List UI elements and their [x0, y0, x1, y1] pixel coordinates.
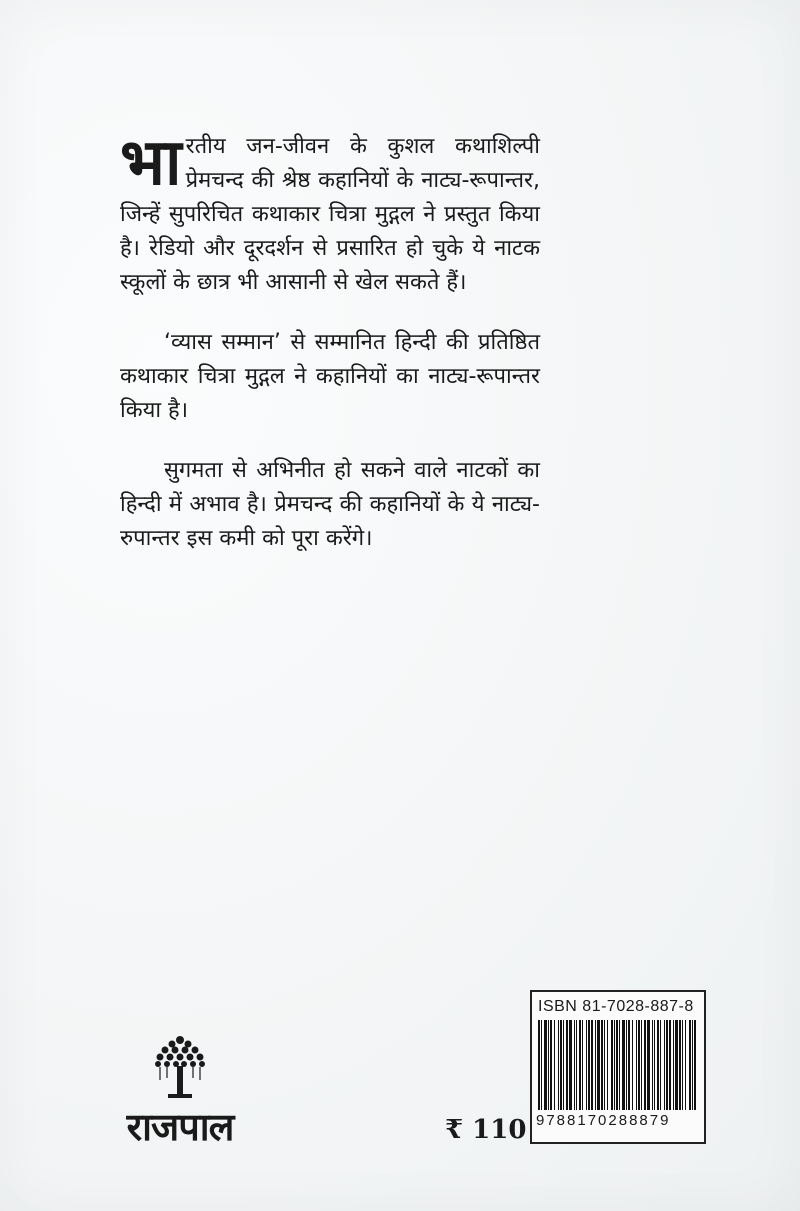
isbn-barcode: [530, 990, 706, 1144]
price-label: ₹ 110: [445, 1115, 527, 1145]
blurb-paragraph-3: सुगमता से अभिनीत हो सकने वाले नाटकों का हिन्दी में अभाव है। प्रेमचन्द की कहानियों के ये नाट्य-रुपान्तर इस कमी को पूरा करेंगे।: [120, 458, 540, 551]
paragraph-1-text: रतीय जन-जीवन के कुशल कथाशिल्पी प्रेमचन्द की श्रेष्ठ कहानियों के नाट्य-रूपान्तर, जिन्हें सुपरिचित कथाकार चित्रा मुद्गल ने प्रस्तुत किया है। रेडियो और दूरदर्शन से प्रसारित हो चुके ये नाटक स्कूलों के छात्र भी आसानी से खेल सकते हैं।: [120, 134, 540, 295]
isbn-label: ISBN 81-7028-887-8: [538, 998, 694, 1015]
barcode-bars: [538, 1020, 698, 1110]
barcode-digits: 9788170288879: [536, 1112, 671, 1129]
blurb-paragraph-2: ‘व्यास सम्मान’ से सम्मानित हिन्दी की प्रतिष्ठित कथाकार चित्रा मुद्गल ने कहानियों का नाट्य-रूपान्तर किया है।: [120, 330, 540, 423]
drop-cap: भा: [120, 126, 182, 200]
blurb-text: [120, 126, 540, 582]
publisher-name: राजपाल: [126, 1105, 234, 1149]
blurb-paragraph-1: [120, 126, 540, 300]
publisher-logo: [100, 1030, 260, 1150]
banyan-tree-icon: [150, 1030, 210, 1100]
